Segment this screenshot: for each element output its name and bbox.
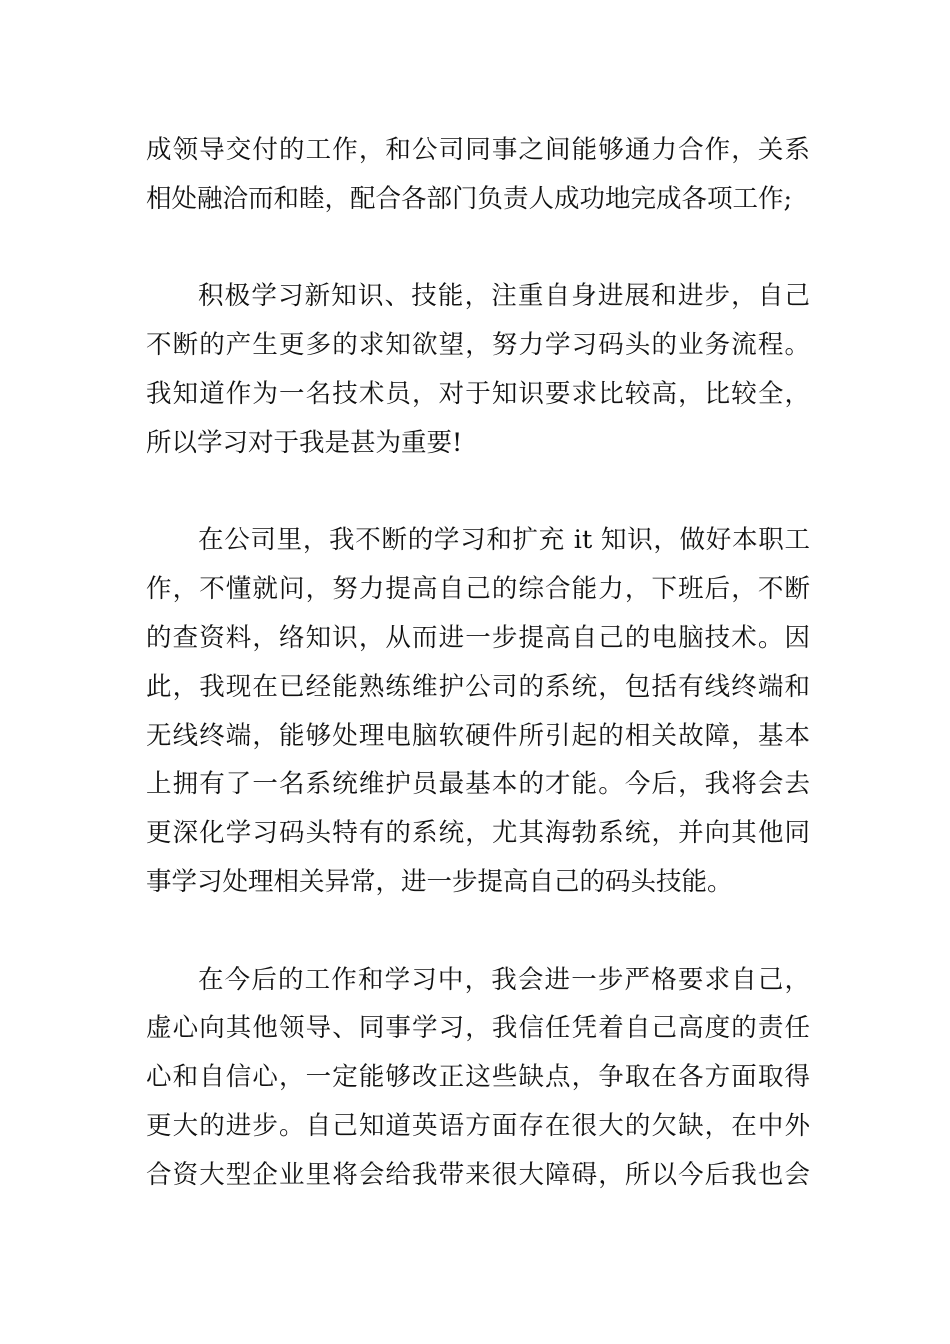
text-line: 我知道作为一名技术员，对于知识要求比较高，比较全， [146, 378, 810, 409]
text-line: 心和自信心，一定能够改正这些缺点，争取在各方面取得 [146, 1062, 810, 1093]
paragraph-gap [146, 468, 810, 517]
text-line: 更大的进步。自己知道英语方面存在很大的欠缺，在中外 [146, 1110, 810, 1141]
text-line: 所以学习对于我是甚为重要! [146, 427, 463, 458]
paragraph-1 [146, 126, 810, 224]
text-line: 积极学习新知识、技能，注重自身进展和进步，自己 [198, 281, 810, 312]
text-line: 作，不懂就问，努力提高自己的综合能力，下班后，不断 [146, 574, 810, 605]
paragraph-2 [146, 272, 810, 467]
text-line: 虚心向其他领导、同事学习，我信任凭着自己高度的责任 [146, 1013, 810, 1044]
text-line: 无线终端，能够处理电脑软硬件所引起的相关故障，基本 [146, 720, 810, 751]
text-line: 事学习处理相关异常，进一步提高自己的码头技能。 [146, 866, 733, 897]
text-line: 成领导交付的工作，和公司同事之间能够通力合作，关系 [146, 135, 810, 165]
text-line: 的查资料，络知识，从而进一步提高自己的电脑技术。因 [146, 622, 810, 653]
text-line: 此，我现在已经能熟练维护公司的系统，包括有线终端和 [146, 671, 810, 702]
text-line: 在今后的工作和学习中，我会进一步严格要求自己， [198, 964, 810, 995]
text-line: 更深化学习码头特有的系统，尤其海勃系统，并向其他同 [146, 818, 810, 849]
text-line: 上拥有了一名系统维护员最基本的才能。今后，我将会去 [146, 769, 810, 800]
text-line: 不断的产生更多的求知欲望，努力学习码头的业务流程。 [146, 330, 810, 361]
paragraph-gap [146, 224, 810, 273]
paragraph-gap [146, 907, 810, 956]
paragraph-4 [146, 956, 810, 1200]
text-line: 在公司里，我不断的学习和扩充 it 知识，做好本职工 [198, 525, 810, 556]
paragraph-3 [146, 516, 810, 906]
document-body [146, 126, 810, 1200]
text-line: 相处融洽而和睦，配合各部门负责人成功地完成各项工作; [146, 183, 793, 214]
text-line: 合资大型企业里将会给我带来很大障碍，所以今后我也会 [146, 1159, 810, 1190]
